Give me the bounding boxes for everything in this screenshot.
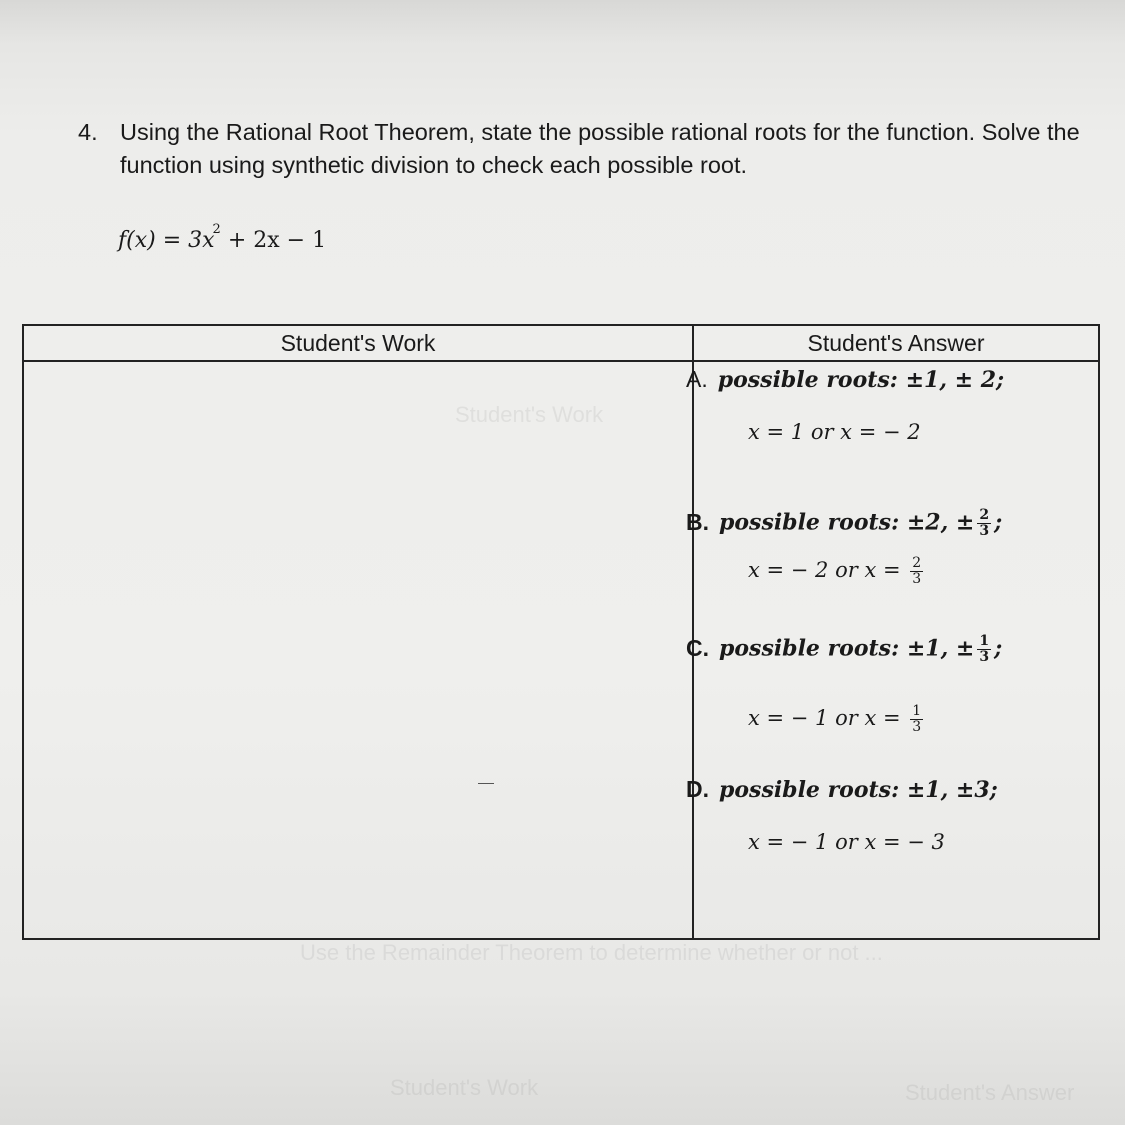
solution-fraction <box>910 704 923 735</box>
option-letter: D. <box>686 776 709 802</box>
roots-text: possible roots: ±2, ± <box>719 509 975 536</box>
roots-text: possible roots: ±1, ± <box>719 635 975 662</box>
option-c-roots: C. possible roots: ±1, ± $\frac{1}{3}$ ; <box>686 633 1003 665</box>
fraction-denominator: 3 <box>912 571 922 587</box>
option-letter: A. <box>686 366 708 392</box>
roots-text: possible roots: ±1, ±3; <box>719 777 998 803</box>
roots-text: possible roots: ±1, ± 2; <box>717 367 1005 393</box>
question-number: 4. <box>78 119 98 145</box>
option-letter: C. <box>686 634 709 661</box>
fraction-numerator: 2 <box>912 555 922 571</box>
option-b-roots: B. possible roots: ±2, ± $\frac{2}{3}$ ; <box>686 507 1003 539</box>
fraction-numerator: 1 <box>979 633 990 649</box>
option-a-solution <box>748 420 921 444</box>
question-text: Using the Rational Root Theorem, state the possible rational roots for the function. Solve the function using synthetic division to check each possible root. <box>120 119 1080 178</box>
fraction-numerator: 2 <box>979 507 990 523</box>
fraction-denominator: 3 <box>979 523 990 539</box>
fraction-denominator: 3 <box>912 719 922 735</box>
stray-mark <box>478 783 494 784</box>
fraction-numerator: 1 <box>912 703 922 719</box>
function-expression <box>118 222 326 253</box>
root-fraction <box>977 508 991 539</box>
option-a-roots <box>686 366 1004 393</box>
root-fraction <box>977 634 991 665</box>
solution-text: x = − 2 or x = <box>748 558 901 582</box>
header-student-work: Student's Work <box>280 330 436 356</box>
option-d-roots <box>686 776 998 803</box>
option-c-solution <box>748 704 926 735</box>
solution-fraction <box>910 556 923 587</box>
function-lhs: f(x) = 3x <box>118 228 215 253</box>
function-rest: + 2x − 1 <box>220 228 327 253</box>
solution-text: x = − 1 or x = − 3 <box>748 830 945 854</box>
header-divider <box>24 360 1098 362</box>
function-exponent: 2 <box>212 222 221 237</box>
option-letter: B. <box>686 508 709 535</box>
column-divider <box>692 326 694 938</box>
option-d-solution <box>748 830 945 854</box>
header-student-answer: Student's Answer <box>807 330 985 356</box>
fraction-denominator: 3 <box>979 649 990 665</box>
option-b-solution <box>748 556 926 587</box>
solution-text: x = 1 or x = − 2 <box>748 420 921 444</box>
solution-text: x = − 1 or x = <box>748 706 901 730</box>
